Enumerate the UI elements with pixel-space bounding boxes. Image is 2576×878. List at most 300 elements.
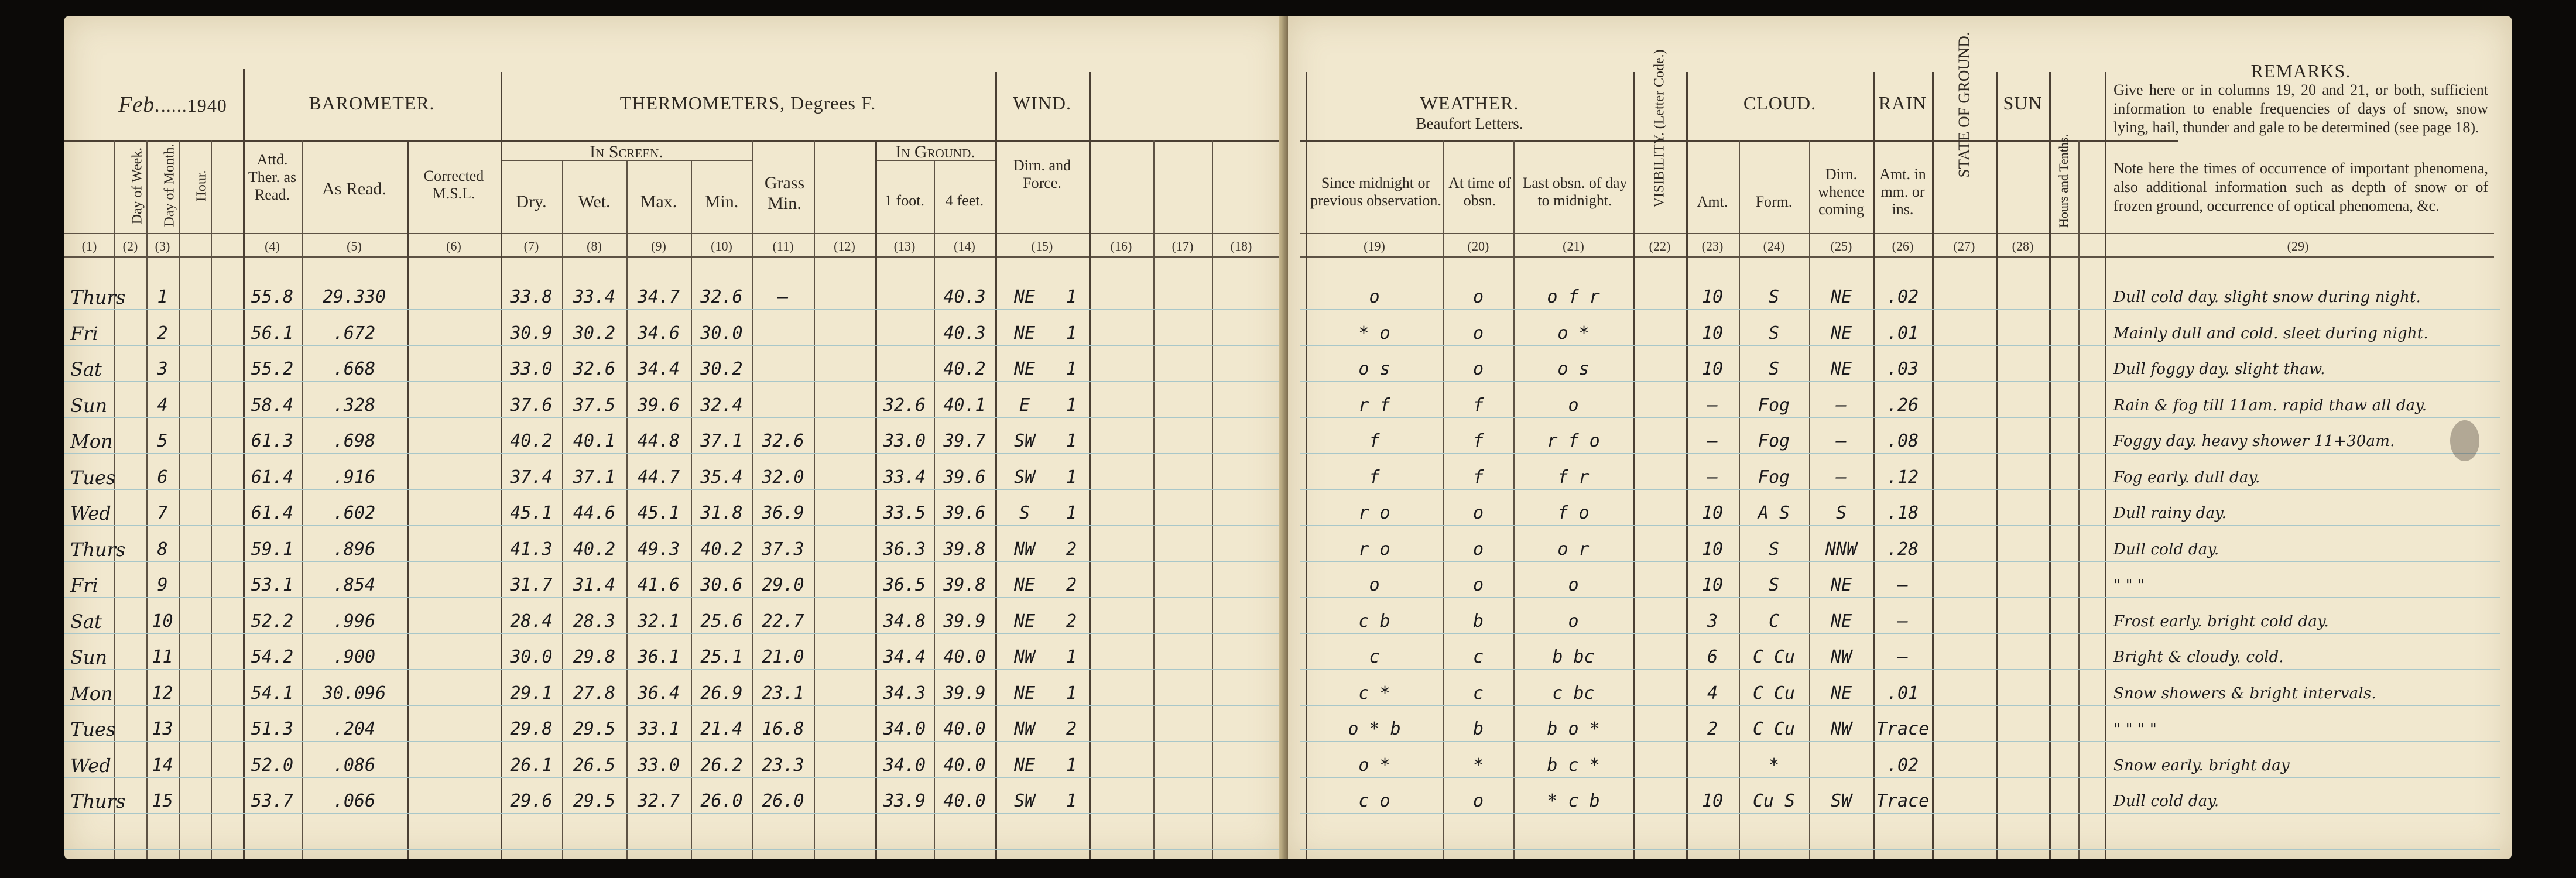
left-row-7-max: 45.1 — [637, 503, 680, 523]
left-row-15-foot: 33.9 — [883, 791, 926, 811]
left-row-9-dry: 31.7 — [510, 575, 553, 595]
right-row-12-dirn: NE — [1830, 682, 1852, 704]
right-row-8-at: o — [1472, 539, 1484, 560]
month-year-heading: Feb......1940 — [118, 92, 227, 117]
left-row-1-read: 29.330 — [322, 287, 386, 307]
right-row-5-dirn: – — [1835, 431, 1847, 451]
left-row-3-dom: 3 — [157, 359, 168, 379]
left-row-5-dry: 40.2 — [510, 431, 553, 451]
visibility-heading: VISIBILITY. (Letter Code.) — [1652, 49, 1667, 208]
right-row-12-at: c — [1472, 682, 1484, 704]
col-hour: Hour. — [194, 170, 210, 202]
left-row-2-dirn: NE — [1013, 323, 1036, 344]
right-row-2-amt: 10 — [1701, 323, 1724, 344]
ruled-line — [64, 561, 1285, 562]
left-row-1-feet: 40.3 — [943, 287, 986, 307]
column-number: (10) — [711, 239, 732, 253]
left-row-11-attd: 54.2 — [251, 647, 294, 667]
remarks-note: Note here the times of occurrence of important phenomena, also additional information such as depth of snow or of frozen ground, occurrence of optical phenomena, &c. — [2113, 160, 2488, 214]
column-number: (18) — [1230, 239, 1252, 253]
left-row-15-min: 26.0 — [700, 791, 743, 811]
left-row-12-force: 1 — [1066, 682, 1077, 704]
ruled-line — [1300, 777, 2500, 778]
right-row-5-rain: .08 — [1886, 431, 1919, 451]
left-row-5-read: .698 — [333, 431, 376, 451]
right-row-9-at: o — [1472, 575, 1484, 595]
right-row-8-amt: 10 — [1701, 539, 1724, 560]
right-row-1-at: o — [1472, 287, 1484, 307]
right-row-14-since: o * — [1358, 754, 1390, 776]
left-row-9-min: 30.6 — [700, 575, 743, 595]
col-cloud-form: Form. — [1755, 193, 1793, 210]
left-row-10-wet: 28.3 — [573, 611, 616, 632]
left-row-7-read: .602 — [333, 503, 376, 523]
left-row-7-min: 31.8 — [700, 503, 743, 523]
left-row-9-force: 2 — [1066, 575, 1077, 595]
ink-blot — [2450, 420, 2479, 461]
left-row-2-grass — [752, 322, 814, 345]
left-row-10-foot: 34.8 — [883, 611, 926, 632]
left-row-2-attd: 56.1 — [251, 323, 294, 344]
ruled-line — [64, 597, 1285, 598]
left-row-10-attd: 52.2 — [251, 611, 294, 632]
right-row-2-remark: Mainly dull and cold. sleet during night. — [2113, 324, 2428, 342]
left-row-7-dirn: S — [1019, 503, 1030, 523]
left-row-1-foot — [875, 286, 934, 309]
ruled-line — [64, 489, 1285, 490]
left-row-15-dry: 29.6 — [510, 791, 553, 811]
column-number: (17) — [1171, 239, 1194, 253]
left-row-3-feet: 40.2 — [943, 359, 986, 379]
col-rain-amt: Amt. in mm. or ins. — [1879, 166, 1926, 218]
left-row-11-max: 36.1 — [637, 647, 680, 667]
left-row-9-read: .854 — [333, 575, 376, 595]
left-row-15-feet: 40.0 — [943, 791, 986, 811]
left-row-10-dow: Sat — [70, 610, 102, 633]
left-row-5-feet: 39.7 — [943, 431, 986, 451]
right-row-5-at: f — [1472, 431, 1484, 451]
ruled-line — [1300, 345, 2500, 346]
left-row-11-wet: 29.8 — [573, 647, 616, 667]
col-corrected: Corrected M.S.L. — [423, 167, 484, 202]
right-row-4-remark: Rain & fog till 11am. rapid thaw all day. — [2113, 396, 2427, 414]
left-row-4-dry: 37.6 — [510, 395, 553, 416]
left-row-13-grass: 16.8 — [762, 719, 804, 739]
left-row-1-dow: Thurs — [70, 286, 126, 308]
left-row-8-grass: 37.3 — [762, 539, 804, 560]
weather-heading: WEATHER. — [1420, 92, 1519, 114]
left-row-15-max: 32.7 — [637, 791, 680, 811]
left-row-1-dirn: NE — [1013, 287, 1036, 307]
left-row-4-read: .328 — [333, 395, 376, 416]
right-row-3-rain: .03 — [1886, 359, 1919, 379]
right-row-15-since: c o — [1358, 791, 1390, 811]
left-row-3-attd: 55.2 — [251, 359, 294, 379]
left-row-5-max: 44.8 — [637, 431, 680, 451]
right-row-12-last: c bc — [1552, 682, 1595, 704]
left-row-11-dry: 30.0 — [510, 647, 553, 667]
right-row-3-at: o — [1472, 359, 1484, 379]
left-row-7-grass: 36.9 — [762, 503, 804, 523]
right-row-14-dirn — [1809, 754, 1873, 777]
left-row-2-dow: Fri — [70, 322, 98, 345]
right-row-8-rain: .28 — [1886, 539, 1919, 560]
right-row-8-last: o r — [1557, 539, 1590, 560]
left-row-5-foot: 33.0 — [883, 431, 926, 451]
right-row-11-dirn: NW — [1830, 647, 1852, 667]
right-row-15-dirn: SW — [1830, 791, 1852, 811]
left-row-11-read: .900 — [333, 647, 376, 667]
ruled-line — [1300, 525, 2500, 526]
left-row-7-feet: 39.6 — [943, 503, 986, 523]
rain-heading: RAIN — [1878, 92, 1927, 114]
left-row-5-dirn: SW — [1013, 431, 1036, 451]
ruled-line — [1300, 813, 2500, 814]
column-number: (8) — [587, 239, 602, 253]
left-row-4-force: 1 — [1066, 395, 1077, 416]
left-row-9-wet: 31.4 — [573, 575, 616, 595]
left-row-13-foot: 34.0 — [883, 719, 926, 739]
col-grass-min: Grass Min. — [764, 173, 805, 213]
right-row-13-remark: " " " " — [2113, 721, 2157, 738]
ruled-line — [1300, 849, 2500, 850]
ruled-line — [64, 345, 1285, 346]
right-row-7-rain: .18 — [1886, 503, 1919, 523]
left-row-13-dry: 29.8 — [510, 719, 553, 739]
right-row-12-rain: .01 — [1886, 682, 1919, 704]
col-wet: Wet. — [578, 192, 611, 211]
column-number: (29) — [2287, 239, 2309, 253]
left-row-1-grass: – — [777, 287, 789, 307]
column-number: (4) — [265, 239, 280, 253]
right-row-5-last: r f o — [1547, 431, 1600, 451]
thermometers-heading: THERMOMETERS, Degrees F. — [619, 92, 876, 114]
ruled-line — [64, 309, 1285, 310]
left-row-3-force: 1 — [1066, 359, 1077, 379]
left-row-12-read: 30.096 — [322, 682, 386, 704]
left-row-7-dom: 7 — [157, 503, 168, 523]
left-row-12-attd: 54.1 — [251, 682, 294, 704]
left-row-4-feet: 40.1 — [943, 395, 986, 416]
left-row-6-max: 44.7 — [637, 467, 680, 488]
right-row-3-amt: 10 — [1701, 359, 1724, 379]
right-row-15-at: o — [1472, 791, 1484, 811]
right-row-3-dirn: NE — [1830, 359, 1852, 379]
left-row-4-dow: Sun — [70, 394, 108, 417]
ruled-line — [1300, 309, 2500, 310]
right-row-5-remark: Foggy day. heavy shower 11+30am. — [2113, 433, 2395, 450]
right-row-4-dirn: – — [1835, 395, 1847, 416]
left-row-9-dow: Fri — [70, 574, 98, 596]
left-row-15-read: .066 — [333, 791, 376, 811]
month-label: Feb. — [118, 92, 161, 117]
left-row-14-grass: 23.3 — [762, 754, 804, 776]
left-row-8-attd: 59.1 — [251, 539, 294, 560]
right-row-13-last: b o * — [1547, 719, 1600, 739]
right-row-12-amt: 4 — [1707, 682, 1718, 704]
left-row-14-foot: 34.0 — [883, 754, 926, 776]
right-row-12-remark: Snow showers & bright intervals. — [2113, 684, 2376, 702]
left-row-7-force: 1 — [1066, 503, 1077, 523]
wind-heading: WIND. — [1012, 92, 1072, 114]
ruled-line — [64, 669, 1285, 670]
right-row-9-since: o — [1369, 575, 1380, 595]
left-row-2-min: 30.0 — [700, 323, 743, 344]
left-row-13-dirn: NW — [1013, 719, 1036, 739]
left-row-10-read: .996 — [333, 611, 376, 632]
left-row-10-feet: 39.9 — [943, 611, 986, 632]
right-row-9-last: o — [1568, 575, 1579, 595]
right-row-10-last: o — [1568, 611, 1579, 632]
left-row-13-attd: 51.3 — [251, 719, 294, 739]
left-row-15-attd: 53.7 — [251, 791, 294, 811]
right-row-10-remark: Frost early. bright cold day. — [2113, 612, 2329, 630]
ruled-line — [1300, 597, 2500, 598]
left-row-10-dirn: NE — [1013, 611, 1036, 632]
ruled-line — [64, 417, 1285, 418]
left-row-9-feet: 39.8 — [943, 575, 986, 595]
column-number: (5) — [347, 239, 362, 253]
left-row-4-attd: 58.4 — [251, 395, 294, 416]
left-row-3-dow: Sat — [70, 358, 102, 380]
left-row-11-dow: Sun — [70, 646, 108, 668]
right-row-14-last: b c * — [1547, 754, 1600, 776]
right-row-8-remark: Dull cold day. — [2113, 540, 2219, 558]
left-row-11-force: 1 — [1066, 647, 1077, 667]
right-row-2-last: o * — [1557, 323, 1590, 344]
right-row-14-amt — [1686, 754, 1739, 777]
col-one-foot: 1 foot. — [885, 192, 924, 209]
column-number: (7) — [523, 239, 539, 253]
column-number: (23) — [1701, 239, 1724, 253]
right-row-11-since: c — [1369, 647, 1380, 667]
column-number: (11) — [772, 239, 794, 253]
ruled-line — [64, 705, 1285, 706]
col-min: Min. — [704, 192, 739, 211]
ruled-line — [1300, 669, 2500, 670]
cloud-heading: CLOUD. — [1743, 92, 1817, 114]
right-row-4-rain: .26 — [1886, 395, 1919, 416]
left-row-5-force: 1 — [1066, 431, 1077, 451]
left-row-6-dow: Tues — [70, 466, 116, 489]
left-row-6-grass: 32.0 — [762, 467, 804, 488]
right-row-15-remark: Dull cold day. — [2113, 793, 2219, 810]
left-row-13-force: 2 — [1066, 719, 1077, 739]
ruled-line — [64, 633, 1285, 634]
left-row-6-attd: 61.4 — [251, 467, 294, 488]
left-row-3-read: .668 — [333, 359, 376, 379]
left-row-8-read: .896 — [333, 539, 376, 560]
left-row-14-dirn: NE — [1013, 754, 1036, 776]
left-row-8-feet: 39.8 — [943, 539, 986, 560]
left-row-13-read: .204 — [333, 719, 376, 739]
left-row-12-dom: 12 — [152, 682, 173, 704]
left-row-4-grass — [752, 394, 814, 417]
left-row-12-dry: 29.1 — [510, 682, 553, 704]
col-cloud-amt: Amt. — [1697, 193, 1728, 210]
left-row-6-dry: 37.4 — [510, 467, 553, 488]
column-number: (25) — [1830, 239, 1852, 253]
right-row-7-since: r o — [1358, 503, 1390, 523]
left-row-7-wet: 44.6 — [573, 503, 616, 523]
col-four-feet: 4 feet. — [946, 192, 984, 209]
remarks-heading: REMARKS. — [2250, 60, 2351, 81]
left-row-8-dom: 8 — [157, 539, 168, 560]
left-row-11-feet: 40.0 — [943, 647, 986, 667]
barometer-heading: BAROMETER. — [309, 92, 435, 114]
left-row-14-attd: 52.0 — [251, 754, 294, 776]
left-row-8-dry: 41.3 — [510, 539, 553, 560]
left-row-4-min: 32.4 — [700, 395, 743, 416]
column-number: (16) — [1110, 239, 1132, 253]
ruled-line — [64, 453, 1285, 454]
col-dirn-force: Dirn. and Force. — [1013, 157, 1071, 191]
left-row-2-read: .672 — [333, 323, 376, 344]
right-row-1-remark: Dull cold day. slight snow during night. — [2113, 289, 2421, 306]
column-number: (14) — [954, 239, 975, 253]
right-row-5-form: Fog — [1758, 431, 1790, 451]
right-row-2-form: S — [1768, 323, 1780, 344]
left-row-9-max: 41.6 — [637, 575, 680, 595]
left-row-14-dow: Wed — [70, 754, 111, 777]
column-number: (28) — [2012, 239, 2034, 253]
column-number: (9) — [651, 239, 666, 253]
left-row-15-dow: Thurs — [70, 790, 126, 812]
left-page — [64, 16, 1285, 859]
ruled-line — [1300, 453, 2500, 454]
left-row-2-feet: 40.3 — [943, 323, 986, 344]
right-row-1-last: o f r — [1547, 287, 1600, 307]
right-row-11-amt: 6 — [1707, 647, 1718, 667]
right-row-1-since: o — [1369, 287, 1380, 307]
left-row-6-dirn: SW — [1013, 467, 1036, 488]
left-row-7-foot: 33.5 — [883, 503, 926, 523]
left-row-2-dom: 2 — [157, 323, 168, 344]
column-number: (13) — [893, 239, 916, 253]
col-day-of-month: Day of Month. — [162, 143, 177, 227]
left-row-11-min: 25.1 — [700, 647, 743, 667]
right-row-6-remark: Fog early. dull day. — [2113, 468, 2260, 486]
left-row-6-min: 35.4 — [700, 467, 743, 488]
right-row-15-form: Cu S — [1752, 791, 1796, 811]
right-row-4-at: f — [1472, 395, 1484, 416]
col-dry: Dry. — [516, 192, 547, 211]
left-row-8-wet: 40.2 — [573, 539, 616, 560]
left-row-8-force: 2 — [1066, 539, 1077, 560]
col-max: Max. — [640, 192, 677, 211]
ruled-line — [1300, 561, 2500, 562]
left-row-2-max: 34.6 — [637, 323, 680, 344]
left-row-3-max: 34.4 — [637, 359, 680, 379]
right-row-9-rain: – — [1897, 575, 1909, 595]
right-row-10-since: c b — [1358, 611, 1390, 632]
column-number: (2) — [122, 239, 138, 253]
left-row-3-dry: 33.0 — [510, 359, 553, 379]
col-cloud-dirn: Dirn. whence coming — [1818, 166, 1865, 218]
right-row-4-amt: – — [1707, 395, 1718, 416]
ruled-line — [1300, 741, 2500, 742]
left-row-4-dom: 4 — [157, 395, 168, 416]
sun-heading: SUN — [2003, 92, 2043, 114]
left-row-7-attd: 61.4 — [251, 503, 294, 523]
right-row-13-dirn: NW — [1830, 719, 1852, 739]
right-row-12-form: C Cu — [1752, 682, 1796, 704]
left-row-9-dom: 9 — [157, 575, 168, 595]
column-number: (3) — [155, 239, 170, 253]
right-row-14-rain: .02 — [1886, 754, 1919, 776]
left-row-13-dom: 13 — [152, 719, 173, 739]
column-number: (27) — [1953, 239, 1975, 253]
right-row-7-dirn: S — [1835, 503, 1847, 523]
right-row-15-rain: Trace — [1876, 791, 1930, 811]
column-number: (24) — [1763, 239, 1785, 253]
column-number: (12) — [834, 239, 855, 253]
right-row-1-amt: 10 — [1701, 287, 1724, 307]
right-row-6-since: f — [1369, 467, 1380, 488]
left-row-14-dom: 14 — [152, 754, 173, 776]
left-row-5-attd: 61.3 — [251, 431, 294, 451]
left-row-2-wet: 30.2 — [573, 323, 616, 344]
left-row-4-max: 39.6 — [637, 395, 680, 416]
right-row-11-rain: – — [1897, 647, 1909, 667]
left-row-6-wet: 37.1 — [573, 467, 616, 488]
left-row-12-foot: 34.3 — [883, 682, 926, 704]
column-number: (20) — [1467, 239, 1489, 253]
left-row-1-dom: 1 — [157, 287, 168, 307]
left-row-9-dirn: NE — [1013, 575, 1036, 595]
right-row-13-at: b — [1472, 719, 1484, 739]
left-row-11-grass: 21.0 — [762, 647, 804, 667]
col-since-midnight: Since midnight or previous observation. — [1310, 174, 1441, 209]
col-last-obsn: Last obsn. of day to midnight. — [1522, 174, 1628, 209]
right-row-15-last: * c b — [1547, 791, 1600, 811]
right-row-6-rain: .12 — [1886, 467, 1919, 488]
left-row-4-foot: 32.6 — [883, 395, 926, 416]
in-ground-heading: In Ground. — [895, 142, 975, 162]
left-row-10-grass: 22.7 — [762, 611, 804, 632]
left-row-10-max: 32.1 — [637, 611, 680, 632]
left-row-2-foot — [875, 322, 934, 345]
right-row-11-form: C Cu — [1752, 647, 1796, 667]
right-row-8-since: r o — [1358, 539, 1390, 560]
left-row-12-dow: Mon — [70, 682, 113, 705]
right-row-7-remark: Dull rainy day. — [2113, 505, 2227, 522]
left-row-5-dow: Mon — [70, 430, 113, 452]
left-row-8-max: 49.3 — [637, 539, 680, 560]
col-at-time: At time of obsn. — [1448, 174, 1511, 209]
left-row-14-wet: 26.5 — [573, 754, 616, 776]
left-row-1-wet: 33.4 — [573, 287, 616, 307]
left-row-5-wet: 40.1 — [573, 431, 616, 451]
right-row-10-at: b — [1472, 611, 1484, 632]
right-row-2-dirn: NE — [1830, 323, 1852, 344]
right-row-3-remark: Dull foggy day. slight thaw. — [2113, 361, 2325, 378]
right-row-3-form: S — [1768, 359, 1780, 379]
left-row-10-min: 25.6 — [700, 611, 743, 632]
right-row-10-amt: 3 — [1707, 611, 1718, 632]
left-row-8-dirn: NW — [1013, 539, 1036, 560]
left-row-3-min: 30.2 — [700, 359, 743, 379]
left-row-4-wet: 37.5 — [573, 395, 616, 416]
left-row-8-dow: Thurs — [70, 538, 126, 561]
right-row-9-dirn: NE — [1830, 575, 1852, 595]
left-row-15-wet: 29.5 — [573, 791, 616, 811]
right-row-11-at: c — [1472, 647, 1484, 667]
right-row-6-last: f r — [1557, 467, 1590, 488]
in-screen-heading: In Screen. — [590, 142, 663, 162]
left-row-1-min: 32.6 — [700, 287, 743, 307]
right-row-3-since: o s — [1358, 359, 1390, 379]
